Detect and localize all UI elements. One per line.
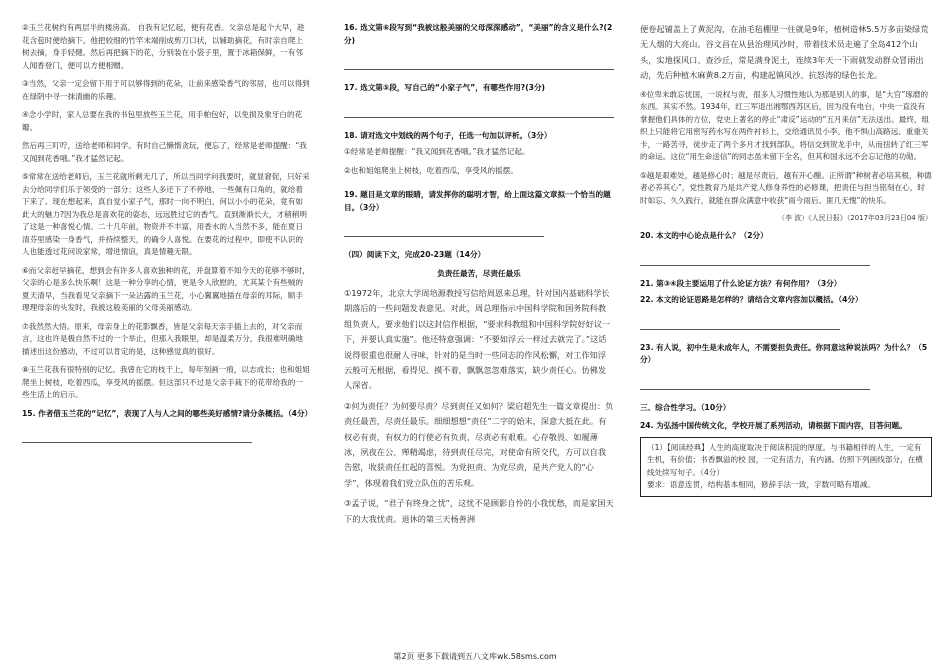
left-column — [22, 22, 313, 455]
box-text-2: 要求：语意连贯，结构基本相同，修辞手法一致，字数可略有增减。 — [647, 480, 875, 490]
reading-classics-box — [640, 437, 932, 497]
box-text-1: （1）【阅读经典】人生的高度取决于阅读积淀的厚度。与书籍相伴的人生，一定有生机，有价值；书香飘溢的校 园，一定有活力，有内涵。仿照下列画线部分，在横线处续写句子。（4分） — [647, 442, 923, 477]
article-paragraph-5: ⑤越是艰难处，越是修心时；越是尽责后，越有开心酿。正所谓“种树者必培其根，种德者必养其心”，党性教育乃是共产党人修身养性的必修课，把责任与担当铭刻在心，时时如忘、久久践行，就能在群众满意中收获“雨今雨后、匪几无愧”的快乐。 — [640, 170, 932, 205]
section-4-heading: （四）阅读下文，完成20-23题（14分） — [344, 250, 486, 259]
question-18-option-2: ②也和姐姐爬坐上树枝，吃着西瓜，享受风的摇摆。 — [344, 165, 518, 175]
question-23: 23. 有人说，初中生是未成年人，不需要担负责任。你同意这种说法吗？为什么？（5分） — [640, 342, 928, 365]
paragraph-4: ④念小学时，家人总要在我的书包里放些玉兰花，用手帕包好，以免损及象牙白的花瓣。 — [22, 110, 303, 132]
paragraph-5: ⑤常常在送给老师后，玉兰花就所剩无几了，所以当同学问我要时，就显窘促，只好采去分给同学们乐于领受的一部分；这些人多还下了不停地，一些佩有口角的，就给着下来了。现在想起来，真自觉小家子气，那时一向不明白，何以小小的花朵，竟有如此大的魅力?因为我总是喜欢花的姿态，远远胜过它的香气。直到渐渐长大，才稍稍明了这是一种喜悦心情。二十几年前，物资并不丰富，用香水的人当然不多，能在夏日清芬里感染一身香气，并持续整天，的确令人喜悦。在要花的过程中，即使不认识的人也能透过花问说家常，增进情谊，真是情趣无限。 — [22, 172, 310, 256]
paragraph-2: ②玉兰花树约有两层半的楼房高。 自我有记忆起，便有花香。父亲总是起个大早，趁花含苞时便给摘下。他把较细的竹竿末端削成剪刀口状，以辅助摘花，有时亲自爬上树去摘，身手轻健。然后再把摘下的花，分别装在小袋子里，置于冰箱保鲜，一有邻人闻香登门，便可以方便相赠。 — [22, 23, 305, 70]
middle-column — [344, 22, 614, 532]
question-17: 17. 选文第⑤段，写自己的“小家子气”，有哪些作用?(3分) — [344, 83, 546, 92]
question-18-option-1: ①经常是老师提醒：“我又闻到花香哦。”我才猛然记起。 — [344, 147, 530, 156]
right-column — [640, 22, 932, 497]
paragraph-4b: 然后再三叮咛，送给老师和同学。有时自己懒惰贪玩，便忘了，经常是老师提醒：“我又闻到花香哦。”我才猛然记起。 — [22, 141, 307, 163]
answer-line-19[interactable] — [344, 222, 544, 237]
paragraph-3: ③当然，父亲一定会留下用于可以够得到的花朵，让前来感染香气的邻居，也可以得到在绿阴中寻一抹清幽的乐趣。 — [22, 79, 310, 101]
answer-line-17[interactable] — [344, 103, 614, 118]
paragraph-6: ⑥而父亲赶早摘花，想到会有许多人喜欢独种的花，并盘算着不知今天的花够不够时，父亲的心是多么快乐啊！这是一种分享的心情，更是令人欣慰的，尤其某个有些贼的夏天清早，当我看见父亲摘下一朵沾露的玉兰花，小心翼翼地插在母亲的耳际，顺手理理母亲的头发时，我被这般美丽的父母美丽感动。 — [22, 265, 310, 312]
paragraph-7: ⑦我然然大悟。原来，母亲身上的花影飘香，皆是父亲每天亲手插上去的，对父亲而言，这也许是极自然不过的一个举止，但那入我眼里，却是温柔万分，我很难明确地描述出这份感动，不过可以肯定的是，这种感觉真的很好。 — [22, 321, 303, 356]
answer-line-20[interactable] — [640, 251, 870, 266]
article-paragraph-2: ②何为责任？为何要尽责？尽到责任又如何？梁启超先生一篇文章提出：负责任最苦，尽责任最乐。细细想想“责任”二字的始末，深意大抵在此。有权必有责，有权力的行使必有负责，尽责必有艰难。心存敬畏、如履薄冰，夙夜在公、殚精竭虑，待到责任尽完，对使命有所交代，方可以自我告慰，收获责任扛起的喜悦。为党担责、为党尽责，是共产党人的“心学”，体现着我们党立队伍的苦乐观。 — [344, 400, 614, 488]
paragraph-8: ⑧玉兰花我有很特别的记忆。我曾在它的枝干上，每年刻画一痕，以志成长；也和姐姐爬坐上树枝，吃着西瓜，享受风的摇摆。但这部只不过是父亲手栽下的花带给我的一些生活上的启示。 — [22, 365, 310, 399]
answer-line-22[interactable] — [640, 315, 840, 330]
question-19: 19. 题目是文章的眼睛，请发挥你的聪明才智，给上面这篇文章拟一个恰当的题目。（3分） — [344, 190, 611, 212]
question-21: 21. 第③④段主要运用了什么论证方法？有何作用？（3分） — [640, 278, 842, 288]
answer-line-16[interactable] — [344, 55, 614, 70]
question-15: 15. 作者借玉兰花的“记忆”，表现了人与人之间的哪些美好感情?请分条概括。（4分） — [22, 408, 313, 418]
article-title: 负责任最苦，尽责任最乐 — [437, 268, 521, 278]
question-20: 20. 本文的中心论点是什么？（2分） — [640, 231, 768, 241]
page-footer: 第2页 更多下载请到五八文库wk.58sms.com — [393, 652, 557, 661]
question-24: 24. 为弘扬中国传统文化，学校开展了系列活动，请根据下面内容，目答问题。 — [640, 421, 907, 431]
question-18: 18. 请对选文中划线的两个句子，任选一句加以评析。（3分） — [344, 130, 552, 140]
article-paragraph-3: ③孟子说，“君子有终身之忧”，这忧不是顾影自怜的小我忧愁，而是家国天下的大我忧责。退休的第三天杨善洲 — [344, 498, 614, 524]
article-source: （李 波）《人民日报》（2017年03月23日04 版） — [778, 214, 932, 223]
section-3-heading: 三、综合性学习。（10分） — [640, 402, 731, 412]
answer-line-15[interactable] — [22, 428, 252, 443]
question-22: 22. 本文的论证思路是怎样的？请结合文章内容加以概括。（4分） — [640, 295, 863, 305]
question-16: 16. 选文第⑥段写到“我被这般美丽的父母深深感动”，“美丽”的含义是什么?(2分) — [344, 23, 613, 45]
article-paragraph-3-cont: 便卷起铺盖上了黄泥沟，在油毛毡棚里一住就是9年，植树造林5.5万多亩染绿荒无人烟的大亮山。谷文昌在从县治理风沙时，带着技术员走遍了全岛412个山头，实地探风口、查沙丘，常是满身泥土，连续3年天一下雨就发动群众冒雨出动，先后种植木麻黄8.2万亩，构建起镇风沙、抗怒涛的绿色长龙。 — [640, 24, 929, 81]
article-paragraph-4: ④位卑未敢忘忧国，一说权与责，很多人习惯性地认为那是别人的事，是“大官”琢磨的东西。其实不然。1934年，红三军退出湘鄂西苏区后，因为没有电台，中央一直没有掌握他们具体的方位，党史上著名的停止“肃反”运动的“五月来信”无法送出。最终，组织上只能将它用密写药水写在两件衬衫上，交给通讯员小李。他不惧山高路远、重重关卡，一路苦寻，徒步走了两个多月才找到部队，将信交到贺龙手中，从而扭转了红三军的命运。这位“用生命送信”的同志虽未留下全名，但其和国永远不会忘记他的功勋。 — [640, 89, 930, 162]
answer-line-23[interactable] — [640, 375, 870, 390]
article-paragraph-1: ①1972年，北京大学周培源教授写信给周恩来总理，针对国内基础科学长期落后的一些问题发表意见。对此，周总理指示中国科学院和国务院科教组负责人，要求他们以这封信作根据，“要求科教组和中国科学院好好议一下，并要认真实施”。他还特意强调：“不要如浮云一样过去就完了。”这话说得很重也很耐人寻味，针对的是当时一些同志的作风松懈，对工作知浮云般可无根据，看得见、摸不着，飘飘忽忽难落实，缺少责任心。仿佛发人深省。 — [344, 288, 611, 391]
